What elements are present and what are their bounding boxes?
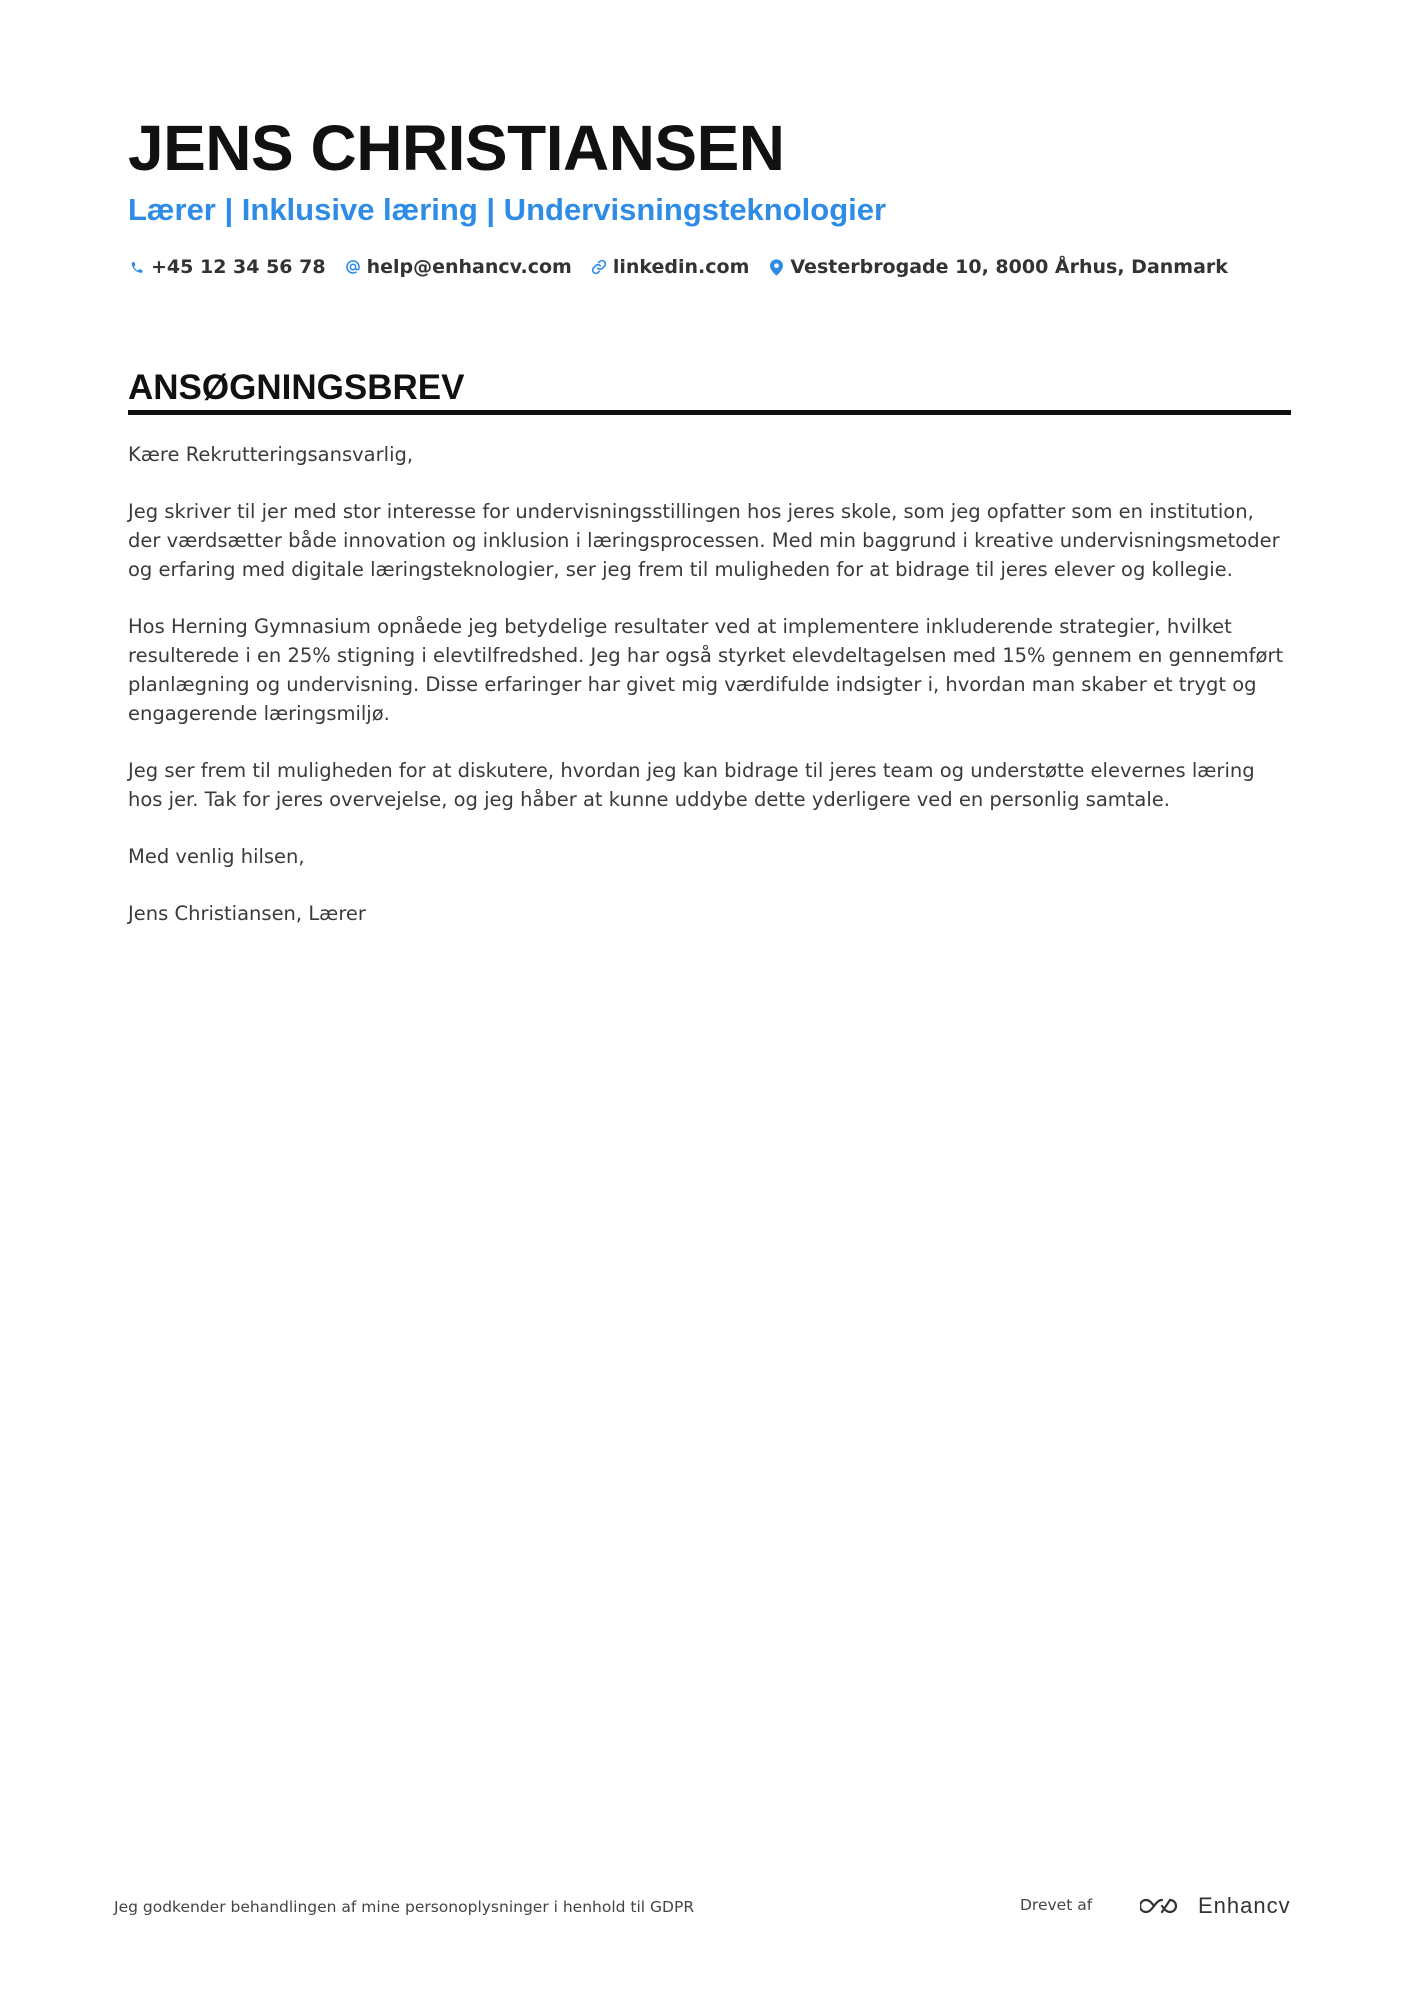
- letter-body: [128, 440, 1291, 956]
- contact-email-text[interactable]: help@enhancv.com: [366, 256, 572, 278]
- page-footer: [114, 1894, 1291, 1924]
- enhancv-brand[interactable]: [1140, 1890, 1291, 1922]
- section-divider: [128, 410, 1291, 415]
- contact-email[interactable]: [344, 253, 572, 281]
- letter-closing: Med venlig hilsen,: [128, 845, 305, 868]
- powered-by-label: Drevet af: [1020, 1896, 1093, 1914]
- contact-address-text: Vesterbrogade 10, 8000 Århus, Danmark: [790, 256, 1228, 278]
- letter-paragraph: Hos Herning Gymnasium opnåede jeg betydelige resultater ved at implementere inkluderende strategier, hvilket resulterede i en 25% stigning i elevtilfredshed. Jeg har også styrket elevdeltagelsen med 15% gennem en gennemført planlægning og undervisning. Disse erfaringer har givet mig værdifulde indsigter i, hvordan man skaber et trygt og engagerende læringsmiljø.: [128, 615, 1284, 725]
- phone-icon: [128, 257, 146, 277]
- candidate-title: Lærer | Inklusive læring | Undervisningsteknologier: [128, 192, 887, 227]
- contact-phone-text: +45 12 34 56 78: [151, 256, 326, 278]
- location-pin-icon: [767, 257, 785, 277]
- link-icon: [590, 257, 608, 277]
- enhancv-logo-icon: [1140, 1894, 1186, 1918]
- at-icon: [344, 257, 362, 277]
- letter-signature: Jens Christiansen, Lærer: [128, 902, 366, 925]
- enhancv-brand-name[interactable]: Enhancv: [1198, 1893, 1291, 1918]
- section-title: ANSØGNINGSBREV: [128, 368, 465, 407]
- contact-phone: [128, 253, 326, 281]
- letter-greeting: Kære Rekrutteringsansvarlig,: [128, 443, 414, 466]
- contact-bar: [128, 253, 1246, 281]
- letter-paragraph: Jeg ser frem til muligheden for at diskutere, hvordan jeg kan bidrage til jeres team og understøtte elevernes læring hos jer. Tak for jeres overvejelse, og jeg håber at kunne uddybe dette yderligere ved en personlig samtale.: [128, 759, 1255, 811]
- contact-linkedin[interactable]: [590, 253, 750, 281]
- contact-linkedin-text[interactable]: linkedin.com: [612, 256, 750, 278]
- contact-address: [767, 253, 1228, 281]
- letter-paragraph: Jeg skriver til jer med stor interesse for undervisningsstillingen hos jeres skole, som jeg opfatter som en institution, der værdsætter både innovation og inklusion i læringsprocessen. Med min baggrund i kreative undervisningsmetoder og erfaring med digitale læringsteknologier, ser jeg frem til muligheden for at bidrage til jeres elever og kollegie.: [128, 500, 1280, 581]
- gdpr-consent-text: Jeg godkender behandlingen af mine personoplysninger i henhold til GDPR: [114, 1898, 695, 1916]
- candidate-name: JENS CHRISTIANSEN: [128, 112, 785, 184]
